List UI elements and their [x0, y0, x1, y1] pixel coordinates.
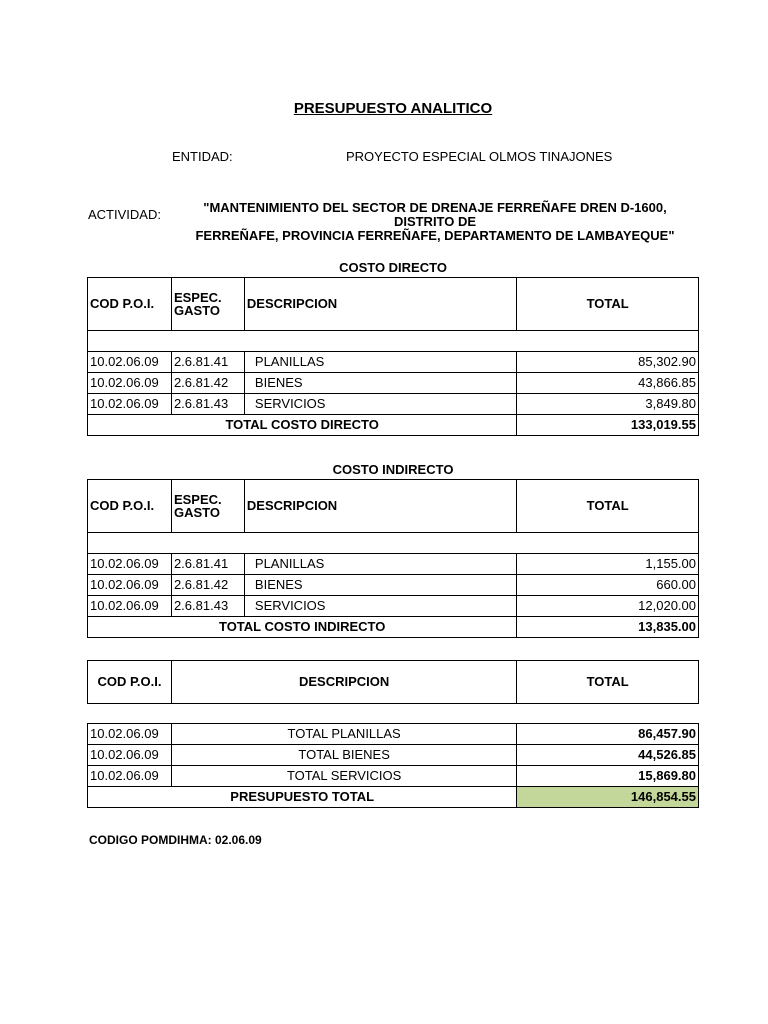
- total-costo-directo-value: 133,019.55: [517, 415, 699, 436]
- header-descripcion: DESCRIPCION: [244, 480, 516, 533]
- table-row: 10.02.06.09 TOTAL SERVICIOS 15,869.80: [88, 766, 699, 787]
- total-costo-indirecto-label: TOTAL COSTO INDIRECTO: [88, 617, 517, 638]
- total-costo-directo-label: TOTAL COSTO DIRECTO: [88, 415, 517, 436]
- table-row: 10.02.06.09 2.6.81.43 SERVICIOS 3,849.80: [88, 394, 699, 415]
- costo-directo-title: COSTO DIRECTO: [339, 260, 447, 275]
- header-total: TOTAL: [517, 480, 699, 533]
- actividad-line1: "MANTENIMIENTO DEL SECTOR DE DRENAJE FERREÑAFE DREN D-1600, DISTRITO DE: [203, 200, 667, 229]
- costo-directo-table: [87, 277, 699, 436]
- header-cod-poi: COD P.O.I.: [88, 661, 172, 704]
- header-espec-gasto: ESPEC. GASTO: [171, 278, 244, 331]
- header-cod-poi: COD P.O.I.: [88, 480, 172, 533]
- total-costo-indirecto-value: 13,835.00: [517, 617, 699, 638]
- table-row: 10.02.06.09 TOTAL BIENES 44,526.85: [88, 745, 699, 766]
- header-descripcion: DESCRIPCION: [244, 278, 516, 331]
- presupuesto-total-label: PRESUPUESTO TOTAL: [88, 787, 517, 808]
- costo-indirecto-table: [87, 479, 699, 638]
- table-row: 10.02.06.09 2.6.81.41 PLANILLAS 1,155.00: [88, 554, 699, 575]
- total-row: [88, 787, 699, 808]
- resumen-header-table: [87, 660, 699, 704]
- header-total: TOTAL: [517, 278, 699, 331]
- total-row: [88, 617, 699, 638]
- total-row: [88, 415, 699, 436]
- entidad-label: ENTIDAD:: [172, 149, 233, 164]
- header-espec-gasto: ESPEC. GASTO: [171, 480, 244, 533]
- costo-indirecto-title: COSTO INDIRECTO: [332, 462, 454, 477]
- table-row: 10.02.06.09 2.6.81.42 BIENES 660.00: [88, 575, 699, 596]
- resumen-table: [87, 723, 699, 808]
- actividad-label: ACTIVIDAD:: [88, 207, 161, 222]
- actividad-line2: FERREÑAFE, PROVINCIA FERREÑAFE, DEPARTAMENTO DE LAMBAYEQUE": [195, 228, 675, 243]
- header-cod-poi: COD P.O.I.: [88, 278, 172, 331]
- table-row: 10.02.06.09 2.6.81.43 SERVICIOS 12,020.00: [88, 596, 699, 617]
- page-title: PRESUPUESTO ANALITICO: [293, 100, 493, 117]
- table-row: 10.02.06.09 2.6.81.41 PLANILLAS 85,302.90: [88, 352, 699, 373]
- header-total: TOTAL: [517, 661, 699, 704]
- entidad-value: PROYECTO ESPECIAL OLMOS TINAJONES: [346, 149, 613, 164]
- codigo-pomdihma: CODIGO POMDIHMA: 02.06.09: [89, 833, 262, 847]
- actividad-text: [172, 201, 698, 243]
- header-descripcion: DESCRIPCION: [171, 661, 516, 704]
- table-row: 10.02.06.09 2.6.81.42 BIENES 43,866.85: [88, 373, 699, 394]
- presupuesto-total-value: 146,854.55: [517, 787, 699, 808]
- table-row: 10.02.06.09 TOTAL PLANILLAS 86,457.90: [88, 724, 699, 745]
